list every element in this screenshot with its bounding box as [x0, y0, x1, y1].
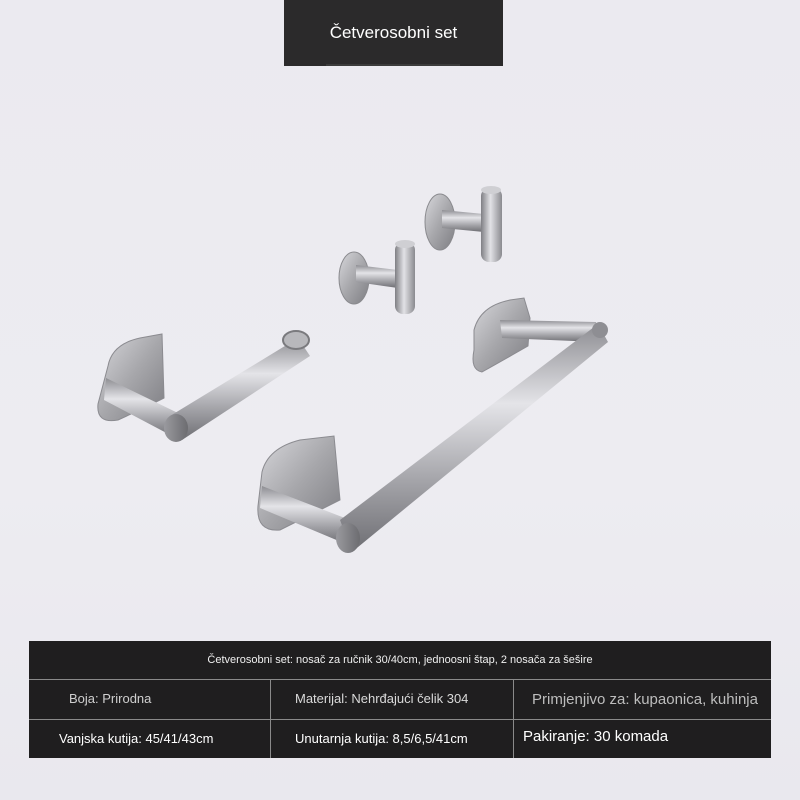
hook-small-left — [339, 240, 415, 314]
spec-material: Materijal: Nehrđajući čelik 304 — [295, 690, 469, 706]
spec-summary: Četverosobni set: nosač za ručnik 30/40cm, jednoosni štap, 2 nosača za šešire — [207, 653, 593, 666]
spec-packing: Pakiranje: 30 komada — [523, 727, 669, 745]
spec-color: Boja: Prirodna — [69, 690, 152, 706]
table-divider-middle — [29, 719, 771, 720]
title-text: Četverosobni set — [329, 23, 458, 42]
spec-applicable: Primjenjivo za: kupaonica, kuhinja — [532, 690, 758, 708]
hook-small-right — [425, 186, 502, 262]
towel-bar — [258, 298, 608, 553]
spec-inner-box: Unutarnja kutija: 8,5/6,5/41cm — [295, 730, 468, 746]
spec-outer-box: Vanjska kutija: 45/41/43cm — [59, 730, 214, 746]
specification-table — [29, 641, 771, 758]
single-rod-holder — [98, 331, 310, 442]
table-divider-top — [29, 679, 771, 680]
